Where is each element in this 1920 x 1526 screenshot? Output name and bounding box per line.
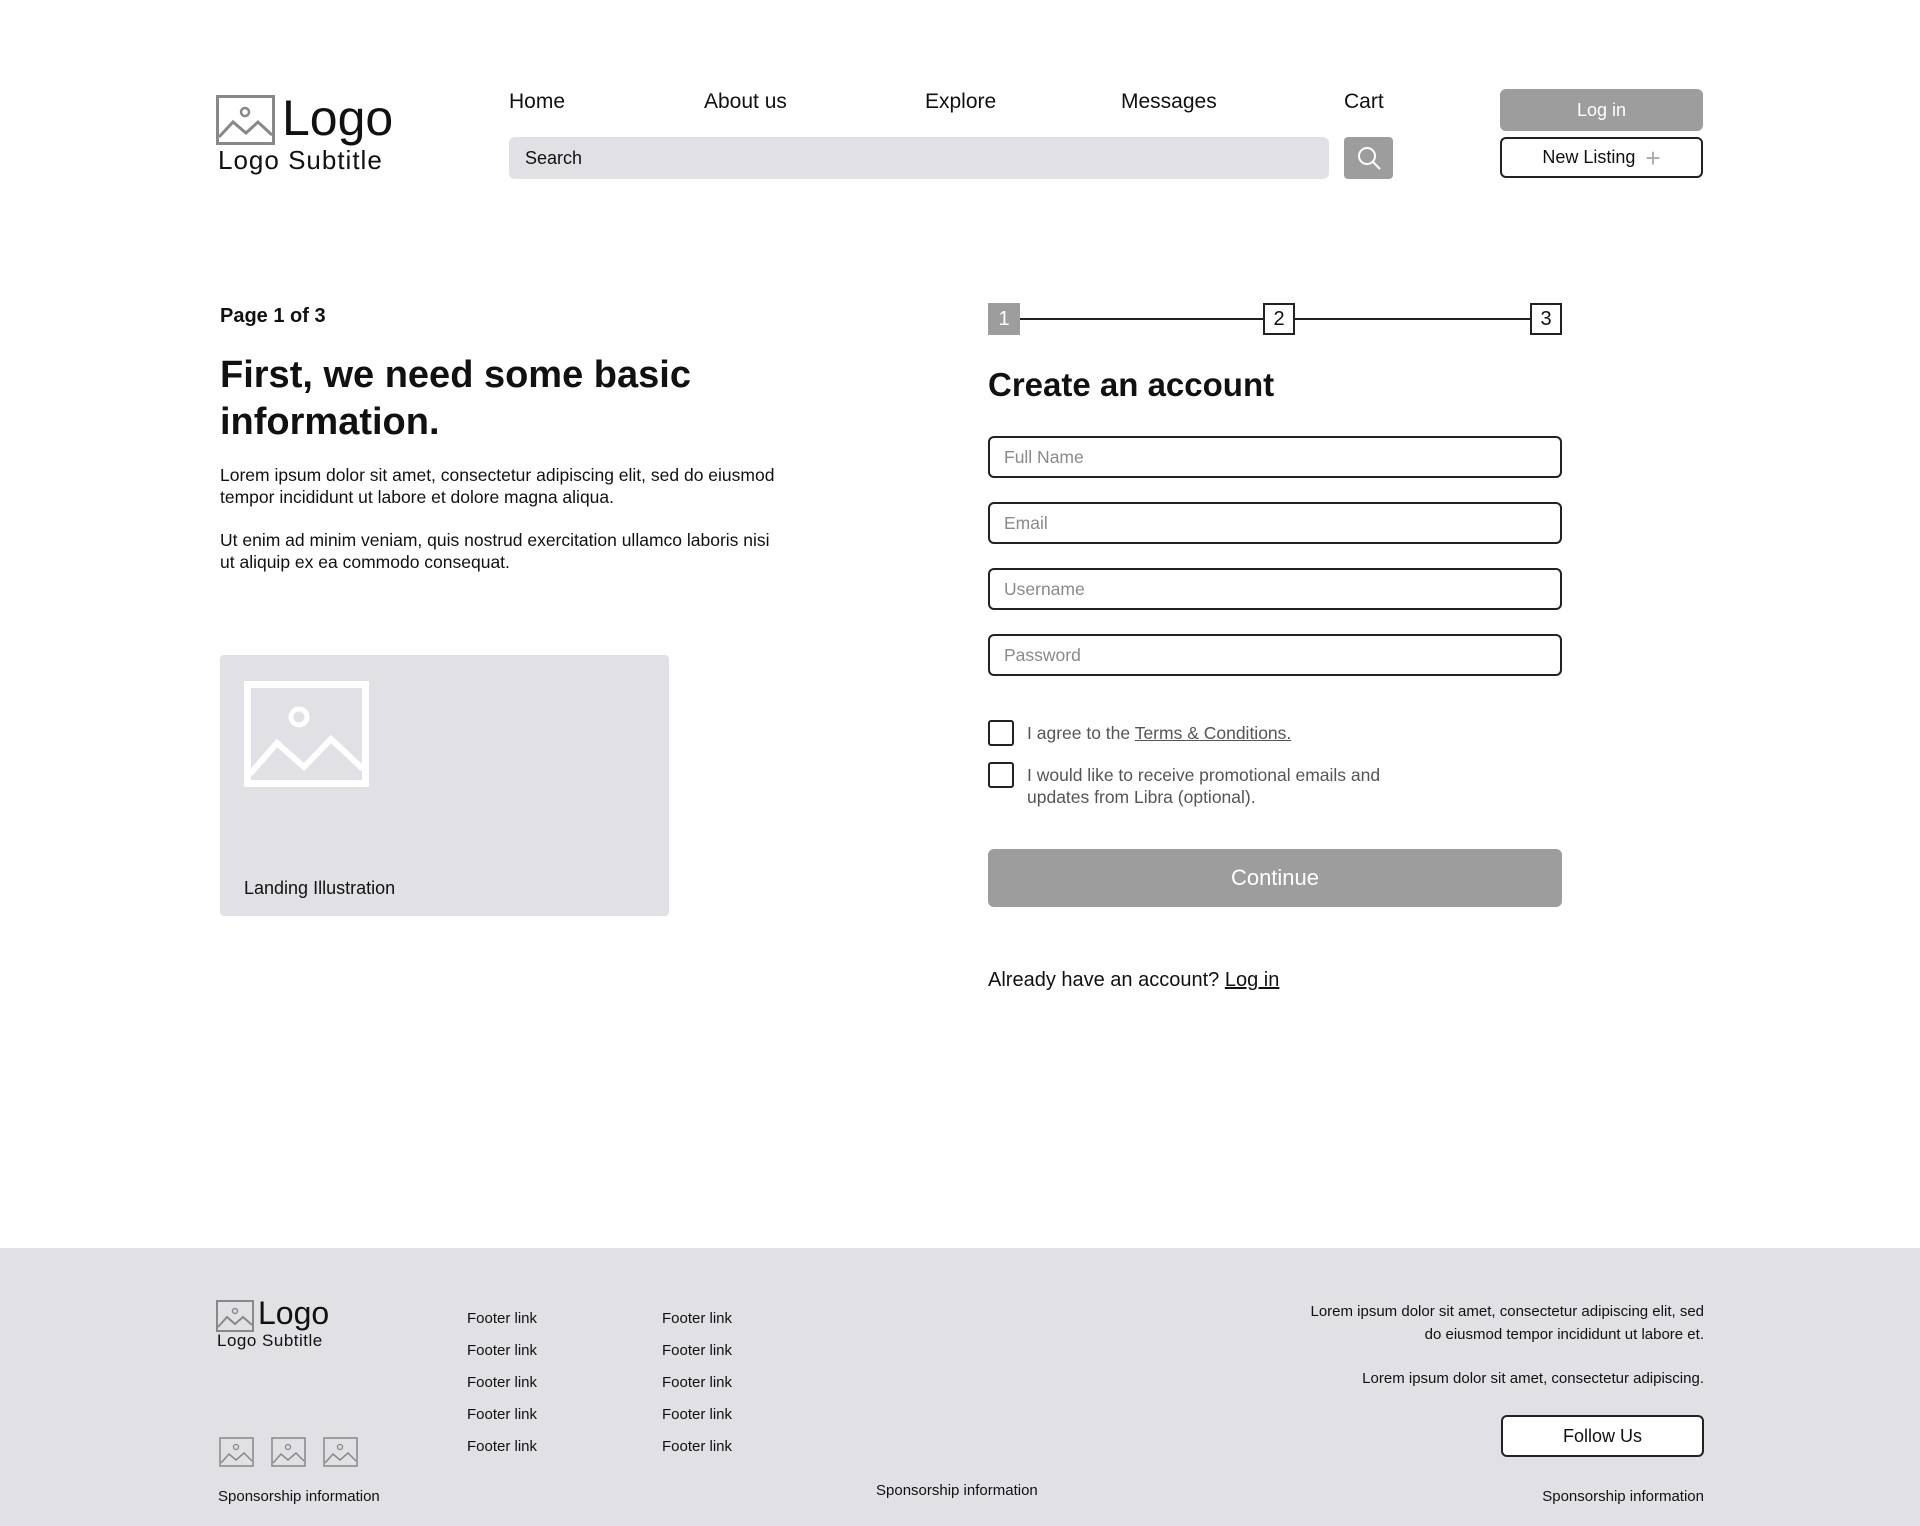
social-image-icon[interactable] <box>219 1437 254 1467</box>
login-prompt <box>988 966 1279 994</box>
promo-label: I would like to receive promotional emails and updates from Libra (optional). <box>1027 765 1381 807</box>
terms-label <box>1027 722 1291 744</box>
landing-illustration <box>220 655 669 916</box>
footer-text-1: Lorem ipsum dolor sit amet, consectetur adipiscing elit, sed do eiusmod tempor incididunt ut labore et. <box>1310 1303 1704 1343</box>
login-link[interactable]: Log in <box>1224 969 1280 991</box>
search-button[interactable] <box>1344 137 1393 179</box>
login-button[interactable]: Log in <box>1500 89 1703 131</box>
social-image-icon[interactable] <box>271 1437 306 1467</box>
step-1: 1 <box>988 303 1020 335</box>
terms-prefix: I agree to the <box>1027 723 1135 743</box>
image-placeholder-icon <box>244 681 369 787</box>
plus-icon: + <box>1645 142 1661 173</box>
sponsorship-info-right: Sponsorship information <box>1542 1488 1704 1505</box>
sponsorship-info-left: Sponsorship information <box>218 1488 380 1505</box>
footer-link[interactable]: Footer link <box>662 1438 733 1455</box>
sponsorship-info-center: Sponsorship information <box>876 1482 1038 1499</box>
step-connector <box>1020 318 1263 320</box>
footer <box>0 1248 1920 1526</box>
social-image-icon[interactable] <box>323 1437 358 1467</box>
footer-link[interactable]: Footer link <box>662 1374 733 1391</box>
intro-paragraph-2: Ut enim ad minim veniam, quis nostrud exercitation ullamco laboris nisi ut aliquip ex ea commodo consequat. <box>220 530 770 572</box>
logo-image-icon <box>216 1300 254 1332</box>
email-field[interactable] <box>988 502 1562 544</box>
search-input[interactable] <box>509 137 1329 179</box>
new-listing-button[interactable] <box>1500 137 1703 178</box>
step-3: 3 <box>1530 303 1562 335</box>
footer-logo-text: Logo <box>258 1295 330 1331</box>
step-connector <box>1295 318 1531 320</box>
nav-cart[interactable]: Cart <box>1344 90 1384 113</box>
nav-messages[interactable]: Messages <box>1121 90 1217 113</box>
logo-subtitle: Logo Subtitle <box>218 145 383 175</box>
footer-link[interactable]: Footer link <box>467 1438 538 1455</box>
page-heading: First, we need some basic information. <box>220 354 691 443</box>
username-field[interactable] <box>988 568 1562 610</box>
illustration-label: Landing Illustration <box>244 878 396 898</box>
footer-logo-subtitle: Logo Subtitle <box>217 1331 323 1350</box>
intro-paragraph-1: Lorem ipsum dolor sit amet, consectetur adipiscing elit, sed do eiusmod tempor incididunt ut labore et dolore magna aliqua. <box>220 465 775 507</box>
footer-link[interactable]: Footer link <box>662 1310 733 1327</box>
logo-text: Logo <box>282 90 394 146</box>
footer-logo[interactable] <box>216 1295 346 1358</box>
page-indicator: Page 1 of 3 <box>220 305 326 327</box>
follow-us-button[interactable]: Follow Us <box>1501 1415 1704 1457</box>
progress-stepper <box>988 303 1562 335</box>
footer-link[interactable]: Footer link <box>467 1374 538 1391</box>
step-2: 2 <box>1263 303 1295 335</box>
nav-about-us[interactable]: About us <box>704 90 787 113</box>
footer-link[interactable]: Footer link <box>467 1406 538 1423</box>
new-listing-label: New Listing <box>1542 147 1636 167</box>
full-name-field[interactable] <box>988 436 1562 478</box>
footer-link[interactable]: Footer link <box>662 1406 733 1423</box>
footer-link[interactable]: Footer link <box>467 1310 538 1327</box>
footer-text-2: Lorem ipsum dolor sit amet, consectetur adipiscing. <box>1362 1370 1704 1387</box>
continue-button[interactable]: Continue <box>988 849 1562 907</box>
logo-image-icon <box>216 95 275 145</box>
login-prompt-text: Already have an account? <box>988 969 1220 991</box>
nav-explore[interactable]: Explore <box>925 90 997 113</box>
form-title: Create an account <box>988 366 1275 403</box>
nav-home[interactable]: Home <box>509 90 566 113</box>
terms-checkbox[interactable] <box>988 720 1014 746</box>
promo-checkbox[interactable] <box>988 762 1014 788</box>
header-logo[interactable] <box>216 90 416 180</box>
footer-link[interactable]: Footer link <box>662 1342 733 1359</box>
footer-links-column-2 <box>662 1303 782 1463</box>
footer-links-column-1 <box>467 1303 587 1463</box>
footer-link[interactable]: Footer link <box>467 1342 538 1359</box>
search-icon <box>1356 145 1382 171</box>
terms-link[interactable]: Terms & Conditions. <box>1134 723 1292 743</box>
password-field[interactable] <box>988 634 1562 676</box>
